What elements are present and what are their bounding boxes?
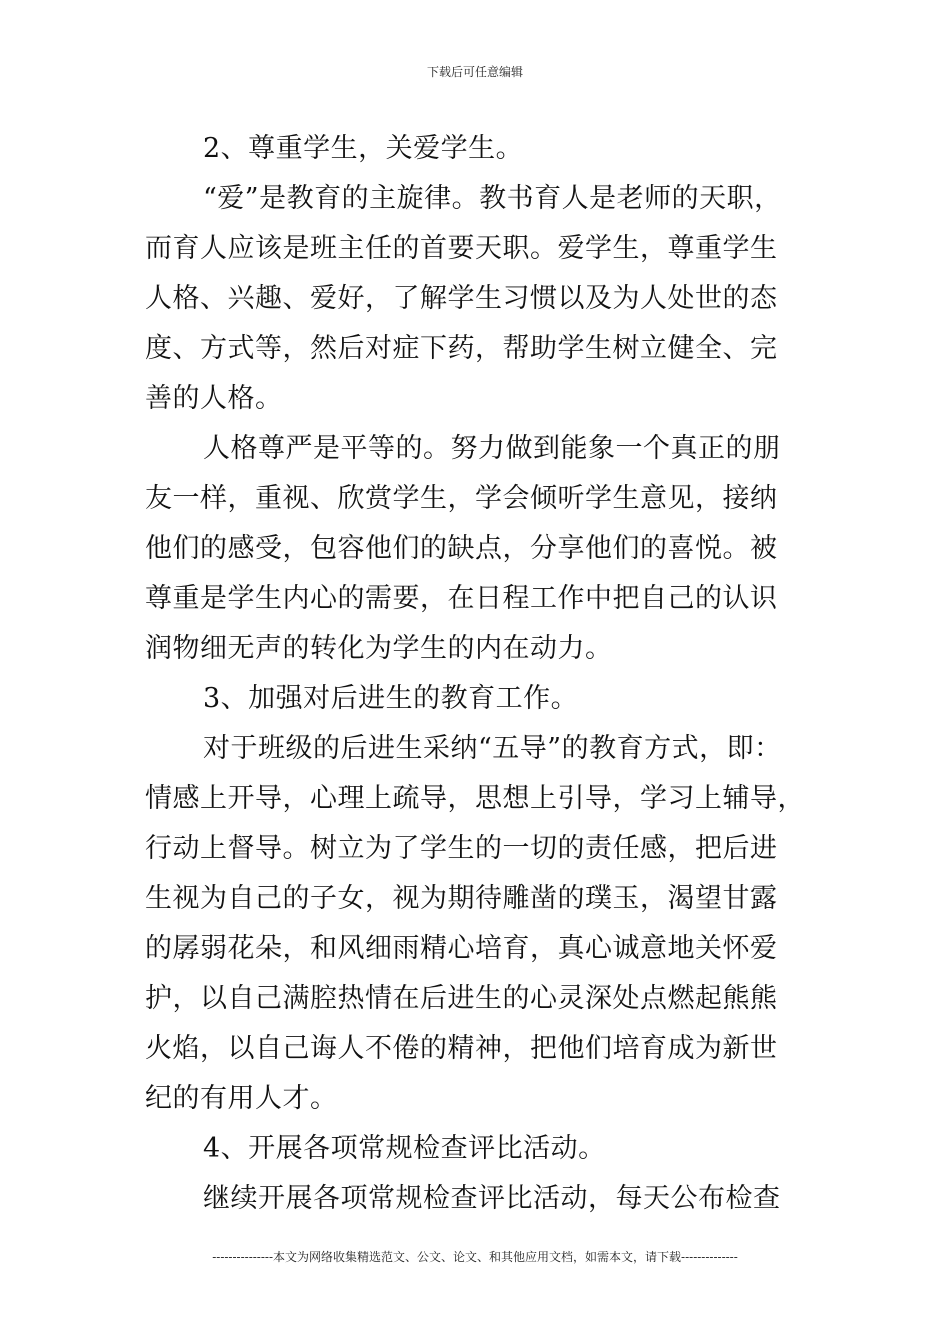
paragraph-line: 润物细无声的转化为学生的内在动力。 (145, 633, 613, 664)
paragraph-line: 而育人应该是班主任的首要天职。爱学生，尊重学生 (145, 233, 778, 264)
page-footer: ---------------本文为网络收集精选范文、公文、论文、和其他应用文档，如需本文，请下载-------------- (212, 1250, 738, 1264)
page-header: 下载后可任意编辑 (426, 65, 523, 79)
paragraph-line: 护，以自己满腔热情在后进生的心灵深处点燃起熊熊 (145, 983, 778, 1014)
paragraph-line: 友一样，重视、欣赏学生，学会倾听学生意见，接纳 (145, 483, 778, 514)
paragraph-line: 人格尊严是平等的。努力做到能象一个真正的朋 (203, 433, 781, 464)
heading-underachievers: 3、加强对后进生的教育工作。 (203, 683, 579, 714)
paragraph-line: 善的人格。 (145, 383, 283, 414)
paragraph-line: 对于班级的后进生采纳“五导”的教育方式，即： (203, 733, 782, 764)
document-body (145, 124, 811, 1224)
paragraph-line: 行动上督导。树立为了学生的一切的责任感，把后进 (145, 833, 778, 864)
paragraph-line: 的孱弱花朵，和风细雨精心培育，真心诚意地关怀爱 (145, 933, 778, 964)
paragraph-line: 情感上开导，心理上疏导，思想上引导，学习上辅导， (145, 783, 805, 814)
paragraph-line: 度、方式等，然后对症下药，帮助学生树立健全、完 (145, 333, 778, 364)
paragraph-line: 人格、兴趣、爱好，了解学生习惯以及为人处世的态 (145, 283, 778, 314)
paragraph-line: 继续开展各项常规检查评比活动，每天公布检查 (203, 1183, 781, 1214)
paragraph-line: “爱”是教育的主旋律。教书育人是老师的天职， (203, 183, 782, 214)
paragraph-line: 生视为自己的子女，视为期待雕凿的璞玉，渴望甘露 (145, 883, 778, 914)
paragraph-line: 火焰，以自己诲人不倦的精神，把他们培育成为新世 (145, 1033, 778, 1064)
paragraph-line: 纪的有用人才。 (145, 1083, 338, 1114)
paragraph-line: 他们的感受，包容他们的缺点，分享他们的喜悦。被 (145, 533, 778, 564)
heading-respect-students: 2、尊重学生，关爱学生。 (203, 133, 524, 164)
paragraph-line: 尊重是学生内心的需要，在日程工作中把自己的认识 (145, 583, 778, 614)
heading-inspections: 4、开展各项常规检查评比活动。 (203, 1133, 606, 1164)
